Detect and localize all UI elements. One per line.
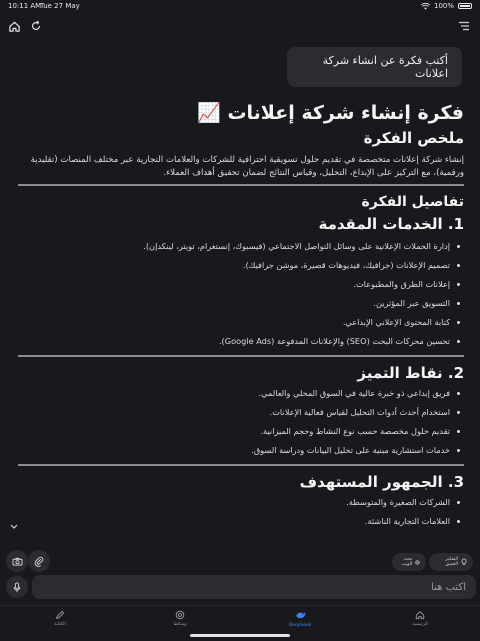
camera-button[interactable] xyxy=(6,550,28,572)
web-search-toggle[interactable] xyxy=(392,553,426,571)
nav-item-home[interactable] xyxy=(390,610,450,627)
deep-thinking-toggle[interactable] xyxy=(429,553,473,571)
section-heading-services: 1. الخدمات المقدمة xyxy=(318,215,464,233)
section-heading-audience: 3. الجمهور المستهدف xyxy=(299,473,464,491)
refresh-icon[interactable] xyxy=(28,18,44,34)
pencil-icon xyxy=(55,610,65,620)
list-item: التسويق عبر المؤثرين. xyxy=(18,294,450,313)
nav-item-deepseek[interactable] xyxy=(270,610,330,628)
status-right xyxy=(421,2,472,10)
services-list xyxy=(18,237,464,351)
lightbulb-icon xyxy=(461,558,467,566)
home-icon xyxy=(415,610,425,620)
list-item: الشركات الصغيرة والمتوسطة. xyxy=(18,493,450,512)
assistant-answer xyxy=(18,100,464,531)
list-item: كتابة المحتوى الإعلاني الإبداعي. xyxy=(18,313,450,332)
nav-label: الرئيسية xyxy=(412,622,428,627)
wifi-icon xyxy=(421,3,430,10)
list-item: فريق إبداعي ذو خبرة عالية في السوق المحلي والعالمي. xyxy=(18,384,450,403)
composer-actions xyxy=(0,549,480,573)
nav-label: DeepSeek xyxy=(288,623,312,628)
user-message-text: أكتب فكرة عن انشاء شركة اعلانات xyxy=(322,54,448,80)
bottom-nav xyxy=(0,605,480,641)
list-item: إدارة الحملات الإعلانية على وسائل التواصل الاجتماعي (فيسبوك، إنستغرام، تويتر، لينكدإن). xyxy=(18,237,450,256)
paperclip-icon xyxy=(34,556,44,567)
nav-item-writing[interactable] xyxy=(30,610,90,627)
list-item: خدمات استشارية مبنية على تحليل البيانات ودراسة السوق. xyxy=(18,441,450,460)
list-item: إعلانات الطرق والمطبوعات. xyxy=(18,275,450,294)
chart-emoji-icon: 📈 xyxy=(197,102,221,124)
aperture-icon xyxy=(175,610,185,620)
home-icon[interactable] xyxy=(6,18,22,34)
user-message-bubble xyxy=(287,47,462,87)
battery-icon xyxy=(458,3,472,9)
list-item: تصميم الإعلانات (جرافيك، فيديوهات قصيرة، موشن جرافيك). xyxy=(18,256,450,275)
audience-list xyxy=(18,493,464,531)
nav-item-media[interactable] xyxy=(150,610,210,627)
status-bar xyxy=(0,0,480,12)
status-date: Tue 27 May xyxy=(40,2,80,10)
status-time: 10:11 AM xyxy=(8,2,42,10)
answer-title-row xyxy=(18,100,464,126)
strengths-list xyxy=(18,384,464,460)
top-bar xyxy=(0,14,480,38)
details-heading: تفاصيل الفكرة xyxy=(361,194,464,210)
microphone-icon xyxy=(13,582,21,593)
whale-logo-icon xyxy=(295,610,306,621)
list-item: استخدام أحدث أدوات التحليل لقياس فعالية الإعلانات. xyxy=(18,403,450,422)
message-input[interactable] xyxy=(32,575,476,599)
deep-thinking-label: التفكير العميق xyxy=(445,557,458,567)
divider xyxy=(18,464,464,466)
home-indicator xyxy=(190,634,290,637)
camera-icon xyxy=(12,557,23,566)
divider xyxy=(18,184,464,186)
web-search-label: بحث الويب xyxy=(401,557,413,567)
list-item: تقديم حلول مخصصة حسب نوع النشاط وحجم الميزانية. xyxy=(18,422,450,441)
list-item: تحسين محركات البحث (SEO) والإعلانات المدفوعة (Google Ads). xyxy=(18,332,450,351)
menu-icon[interactable] xyxy=(456,18,472,34)
list-item: العلامات التجارية الناشئة. xyxy=(18,512,450,531)
battery-percent: 100% xyxy=(433,2,454,10)
composer-input-row xyxy=(4,575,474,599)
answer-title: فكرة إنشاء شركة إعلانات xyxy=(227,102,464,124)
attach-button[interactable] xyxy=(28,550,50,572)
summary-text: إنشاء شركة إعلانات متخصصة في تقديم حلول تسويقية احترافية للشركات والعلامات التجارية عبر مختلف المنصات (تقليدية ورقمية)، مع التركيز على الإبداع، التحليل، وقياس النتائج لضمان تحقيق أهداف العملاء. xyxy=(30,155,464,178)
scroll-down-chevron-icon[interactable] xyxy=(8,521,20,533)
nav-label: الكتابة xyxy=(54,622,66,627)
globe-icon xyxy=(415,559,420,566)
microphone-button[interactable] xyxy=(6,576,28,598)
summary-heading: ملخص الفكرة xyxy=(363,129,464,147)
nav-label: وسائط xyxy=(173,622,187,627)
divider xyxy=(18,355,464,357)
section-heading-strengths: 2. نقاط التميز xyxy=(357,364,464,382)
